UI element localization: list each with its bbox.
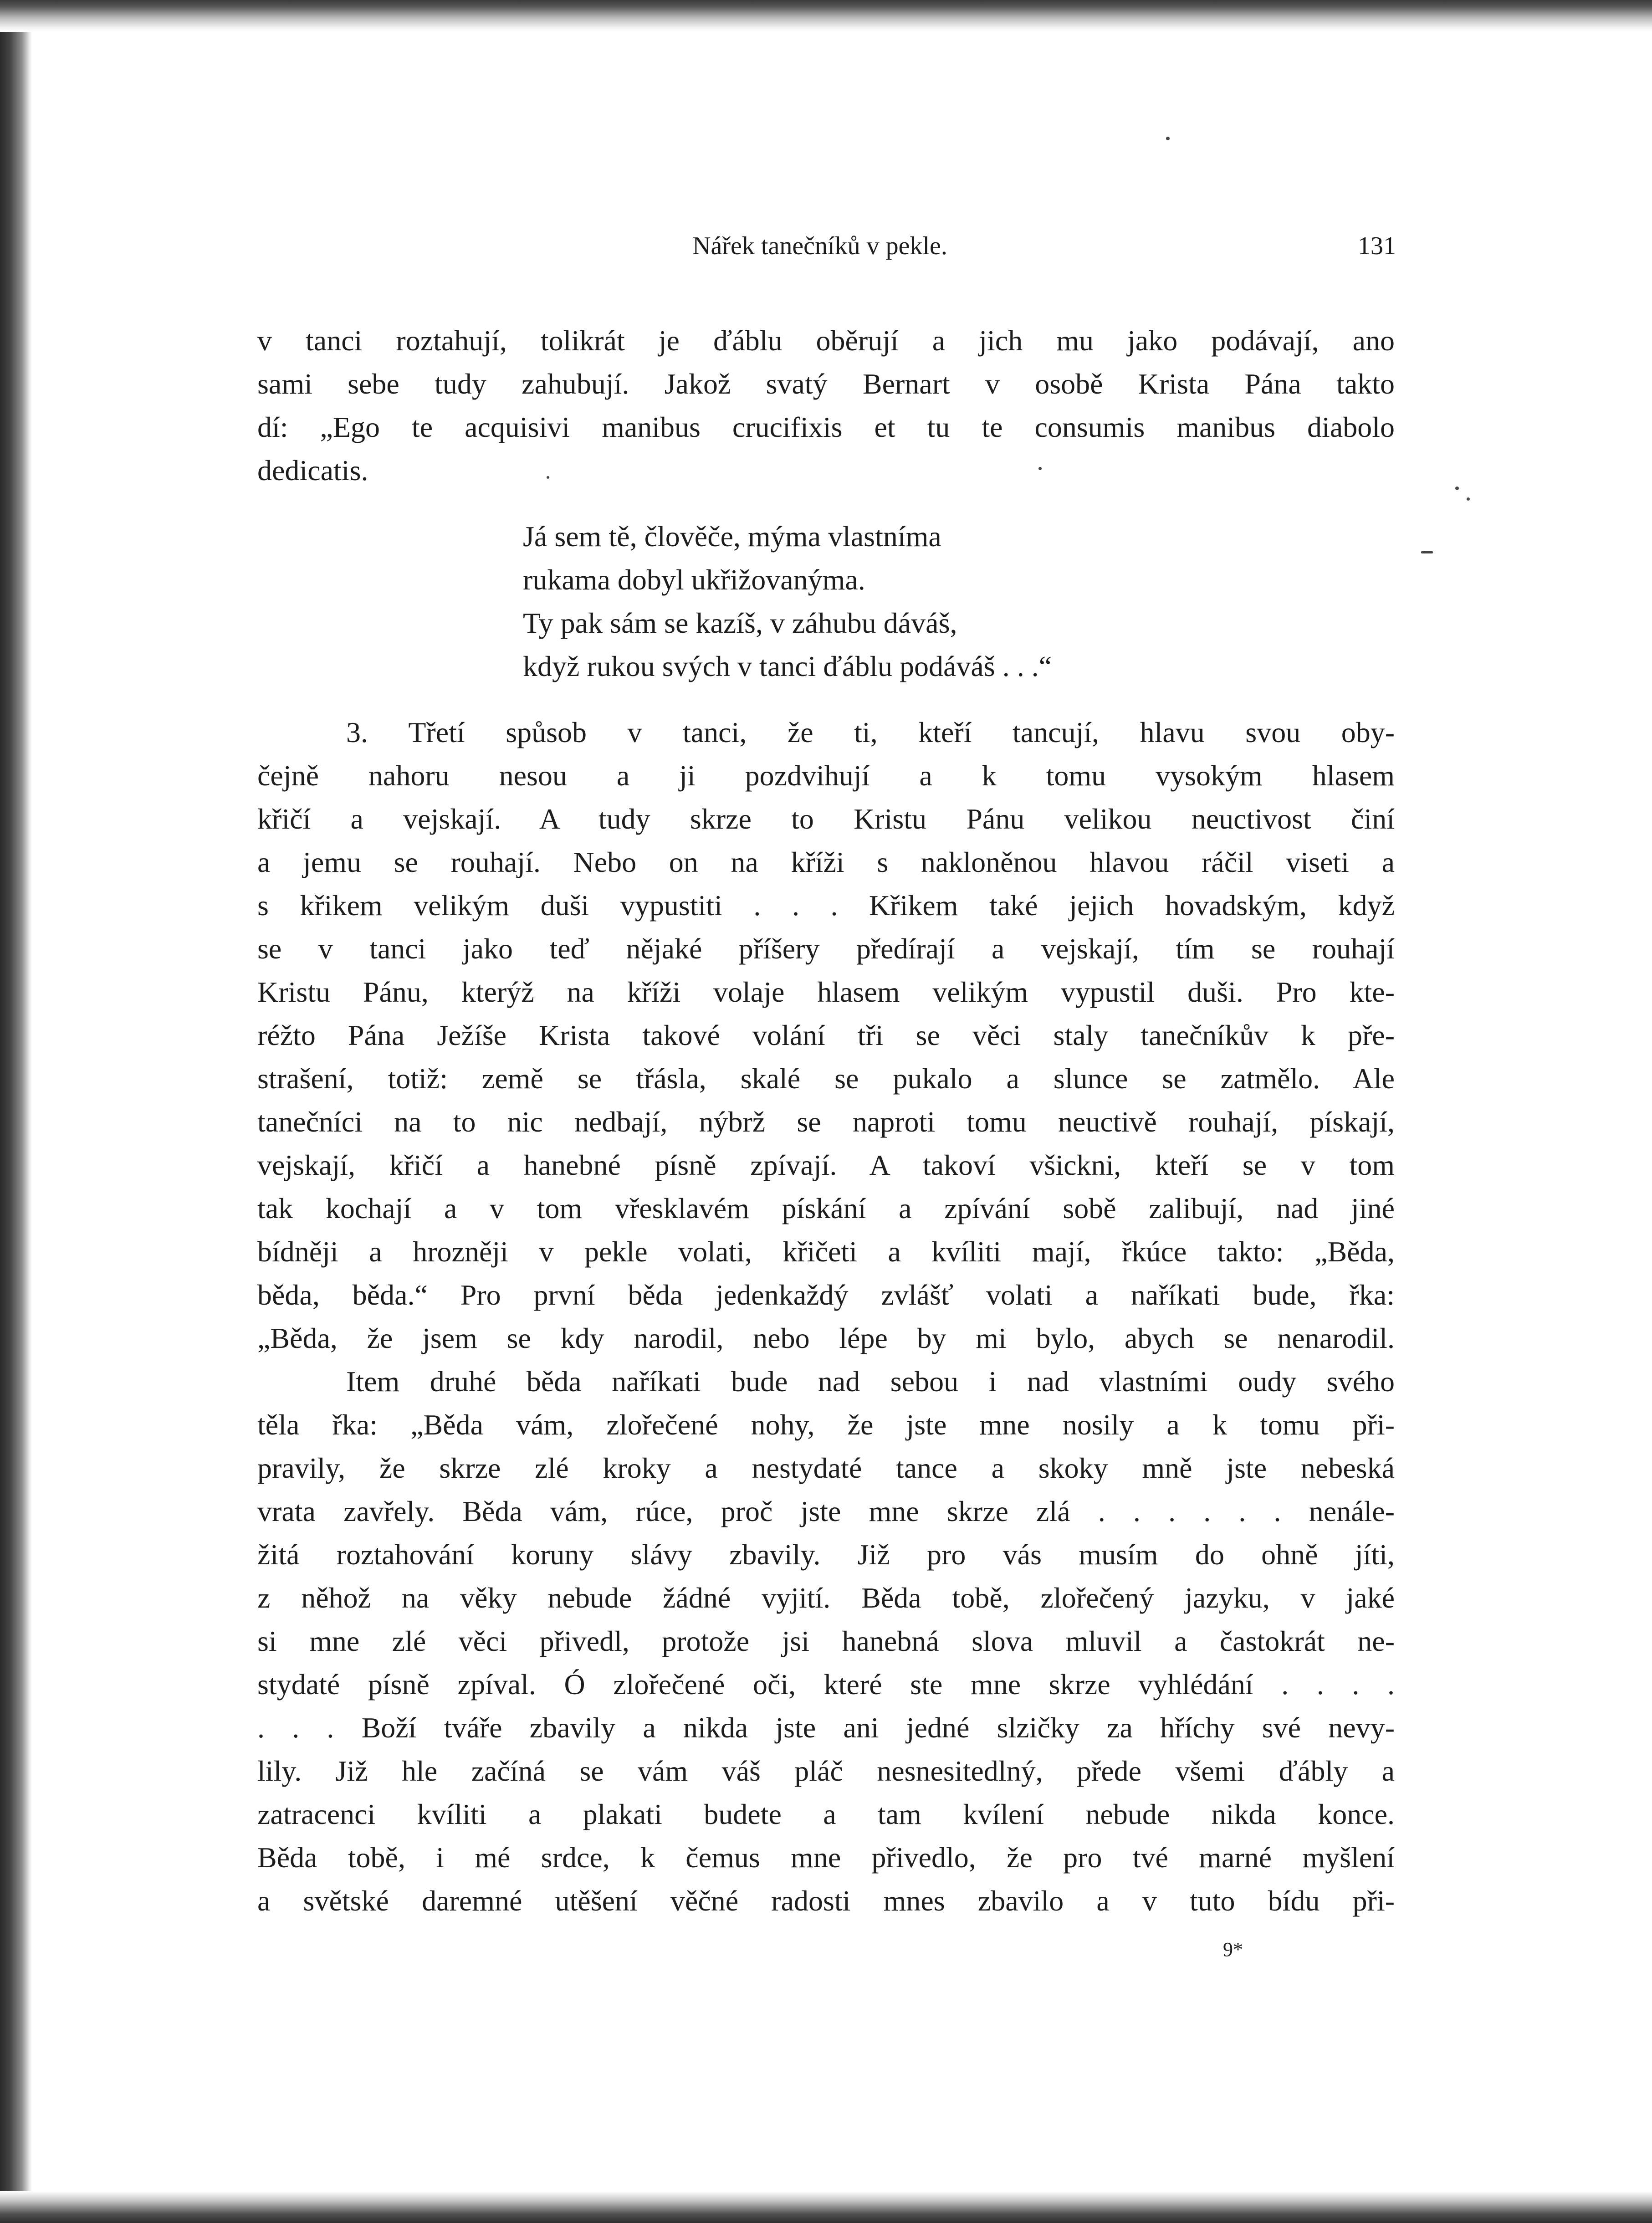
text-line: vejskají, křičí a hanebné písně zpívají. A takoví všickni, kteří se v tom <box>257 1149 1395 1181</box>
verse-line: Já sem tě, člověče, mýma vlastníma <box>523 520 941 553</box>
text-line: tak kochají a v tom vřesklavém pískání a zpívání sobě zalibují, nad jiné <box>257 1192 1395 1224</box>
text-line: v tanci roztahují, tolikrát je ďáblu oběrují a jich mu jako podávají, ano <box>257 324 1395 357</box>
text-line: se v tanci jako teď nějaké příšery předírají a vejskají, tím se rouhají <box>257 932 1395 965</box>
verse-line: Ty pak sám se kazíš, v záhubu dáváš, <box>523 607 957 639</box>
text-line: a světské daremné utěšení věčné radosti mnes zbavilo a v tuto bídu při- <box>257 1885 1395 1917</box>
text-line: „Běda, že jsem se kdy narodil, nebo lépe by mi bylo, abych se nenarodil. <box>257 1322 1395 1354</box>
text-line: Kristu Pánu, kterýž na kříži volaje hlasem velikým vypustil duši. Pro kte- <box>257 976 1395 1008</box>
scan-speck <box>1166 137 1170 140</box>
scan-edge-bottom <box>0 2191 1652 2223</box>
running-header: Nářek tanečníků v pekle. <box>692 232 947 260</box>
text-line: a jemu se rouhají. Nebo on na kříži s nakloněnou hlavou ráčil viseti a <box>257 846 1395 878</box>
text-line: křičí a vejskají. A tudy skrze to Kristu Pánu velikou neuctivost činí <box>257 803 1395 835</box>
text-line: bídněji a hrozněji v pekle volati, křičeti a kvíliti mají, řkúce takto: „Běda, <box>257 1235 1395 1268</box>
text-line: zatracenci kvíliti a plakati budete a tam kvílení nebude nikda konce. <box>257 1798 1395 1830</box>
text-line: žitá roztahování koruny slávy zbavily. Již pro vás musím do ohně jíti, <box>257 1538 1395 1571</box>
text-line: dí: „Ego te acquisivi manibus crucifixis et tu te consumis manibus diabolo <box>257 411 1395 443</box>
text-line: Běda tobě, i mé srdce, k čemus mne přivedlo, že pro tvé marné myšlení <box>257 1841 1395 1874</box>
text-line: čejně nahoru nesou a ji pozdvihují a k tomu vysokým hlasem <box>257 759 1395 792</box>
text-line: . . . Boží tváře zbavily a nikda jste ani jedné slzičky za hříchy své nevy- <box>257 1711 1395 1744</box>
verse-line: rukama dobyl ukřižovanýma. <box>523 563 865 596</box>
text-line: těla řka: „Běda vám, zlořečené nohy, že jste mne nosily a k tomu při- <box>257 1409 1395 1441</box>
text-line: lily. Již hle začíná se vám váš pláč nesnesitedlný, přede všemi ďábly a <box>257 1755 1395 1787</box>
text-line: běda, běda.“ Pro první běda jedenkaždý zvlášť volati a naříkati bude, řka: <box>257 1279 1395 1311</box>
page-number: 131 <box>1358 232 1396 260</box>
text-line: sami sebe tudy zahubují. Jakož svatý Bernart v osobě Krista Pána takto <box>257 368 1395 400</box>
text-line: strašení, totiž: země se třásla, skalé se pukalo a slunce se zatmělo. Ale <box>257 1062 1395 1095</box>
scan-speck <box>1421 551 1433 553</box>
text-line: stydaté písně zpíval. Ó zlořečené oči, které ste mne skrze vyhlédání . . . . <box>257 1668 1395 1701</box>
text-line: si mne zlé věci přivedl, protože jsi hanebná slova mluvil a častokrát ne- <box>257 1625 1395 1657</box>
scan-speck <box>1467 497 1470 501</box>
verse-line: když rukou svých v tanci ďáblu podáváš . . .“ <box>523 650 1052 682</box>
signature-mark: 9* <box>1223 1938 1243 1961</box>
text-line: dedicatis. <box>257 454 368 487</box>
text-line: Item druhé běda naříkati bude nad sebou i nad vlastními oudy svého <box>346 1365 1395 1398</box>
text-line: pravily, že skrze zlé kroky a nestydaté tance a skoky mně jste nebeská <box>257 1452 1395 1484</box>
text-line: 3. Třetí spůsob v tanci, že ti, kteří tancují, hlavu svou oby- <box>346 716 1395 748</box>
text-line: s křikem velikým duši vypustiti . . . Křikem také jejich hovadským, když <box>257 889 1395 922</box>
text-line: vrata zavřely. Běda vám, rúce, proč jste mne skrze zlá . . . . . . nenále- <box>257 1495 1395 1527</box>
scan-speck <box>1455 487 1459 490</box>
scan-edge-left <box>0 0 32 2223</box>
text-line: réžto Pána Ježíše Krista takové volání tři se věci staly tanečníkův k pře- <box>257 1019 1395 1051</box>
scan-edge-top <box>0 0 1652 32</box>
text-line: tanečníci na to nic nedbají, nýbrž se naproti tomu neuctivě rouhají, pískají, <box>257 1106 1395 1138</box>
text-line: z něhož na věky nebude žádné vyjití. Běda tobě, zlořečený jazyku, v jaké <box>257 1582 1395 1614</box>
